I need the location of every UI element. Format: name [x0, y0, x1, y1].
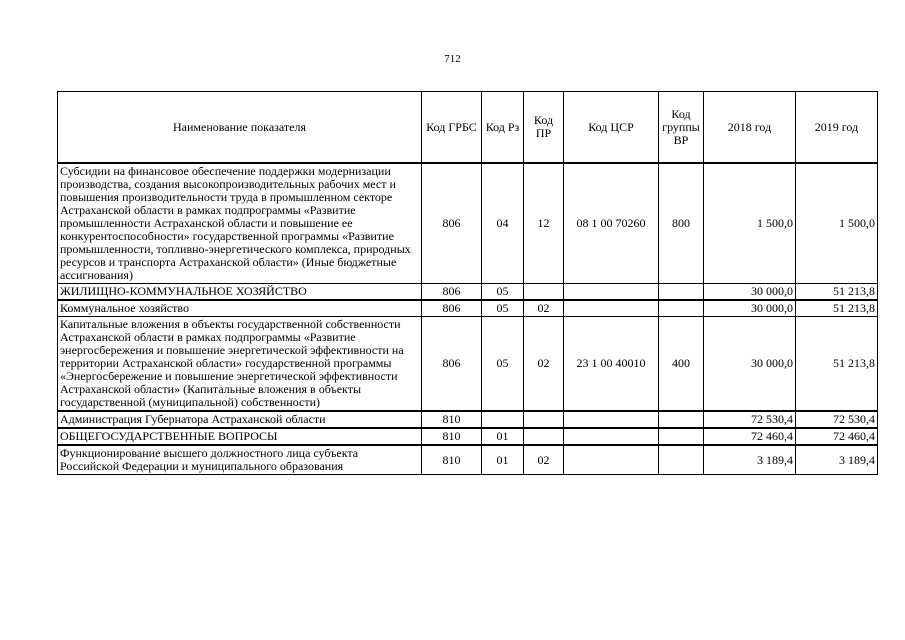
- row-2019: 51 213,8: [796, 284, 878, 301]
- row-csr: [564, 445, 659, 475]
- row-pr: 02: [524, 300, 564, 317]
- row-2018: 1 500,0: [704, 163, 796, 284]
- row-pr: 02: [524, 445, 564, 475]
- table-row: [58, 428, 878, 445]
- row-rz: 01: [482, 445, 524, 475]
- budget-table: [57, 91, 878, 475]
- row-2019: 1 500,0: [796, 163, 878, 284]
- row-pr: 12: [524, 163, 564, 284]
- row-vr: 400: [659, 317, 704, 412]
- table-row: [58, 445, 878, 475]
- row-vr: 800: [659, 163, 704, 284]
- row-grbs: 810: [422, 411, 482, 428]
- row-rz: 01: [482, 428, 524, 445]
- row-name: Коммунальное хозяйство: [58, 300, 422, 317]
- row-2018: 72 530,4: [704, 411, 796, 428]
- row-2019: 3 189,4: [796, 445, 878, 475]
- row-rz: 04: [482, 163, 524, 284]
- table-row: [58, 317, 878, 412]
- row-2019: 51 213,8: [796, 317, 878, 412]
- row-vr: [659, 300, 704, 317]
- row-vr: [659, 428, 704, 445]
- row-csr: 23 1 00 40010: [564, 317, 659, 412]
- row-name: Капитальные вложения в объекты государственной собственности Астраханской области в рамках подпрограммы «Развитие энергосбережения и повышение энергетической эффективности на территории Астраханской области» государственной программы «Энергосбережение и повышение энергетической эффективности Астраханской области» (Капитальные вложения в объекты государственной (муниципальной) собственности): [58, 317, 422, 412]
- row-vr: [659, 445, 704, 475]
- row-name: Функционирование высшего должностного лица субъекта Российской Федерации и муниципального образования: [58, 445, 422, 475]
- row-2019: 72 530,4: [796, 411, 878, 428]
- header-grbs: Код ГРБС: [422, 92, 482, 164]
- row-2019: 51 213,8: [796, 300, 878, 317]
- row-vr: [659, 411, 704, 428]
- row-grbs: 806: [422, 317, 482, 412]
- row-csr: [564, 428, 659, 445]
- header-pr: Код ПР: [524, 92, 564, 164]
- page-number: 712: [444, 53, 461, 65]
- header-name: Наименование показателя: [58, 92, 422, 164]
- header-rz: Код Рз: [482, 92, 524, 164]
- header-vr: Код группы ВР: [659, 92, 704, 164]
- row-2018: 30 000,0: [704, 317, 796, 412]
- row-2018: 72 460,4: [704, 428, 796, 445]
- row-pr: [524, 428, 564, 445]
- row-rz: [482, 411, 524, 428]
- header-csr: Код ЦСР: [564, 92, 659, 164]
- row-name: ЖИЛИЩНО-КОММУНАЛЬНОЕ ХОЗЯЙСТВО: [58, 284, 422, 301]
- row-grbs: 806: [422, 163, 482, 284]
- row-pr: [524, 284, 564, 301]
- row-rz: 05: [482, 300, 524, 317]
- row-rz: 05: [482, 284, 524, 301]
- row-grbs: 806: [422, 284, 482, 301]
- row-pr: 02: [524, 317, 564, 412]
- row-csr: [564, 300, 659, 317]
- table-row: [58, 300, 878, 317]
- row-rz: 05: [482, 317, 524, 412]
- table-row: [58, 411, 878, 428]
- table-row: [58, 284, 878, 301]
- row-name: Администрация Губернатора Астраханской области: [58, 411, 422, 428]
- row-2018: 30 000,0: [704, 300, 796, 317]
- row-csr: [564, 284, 659, 301]
- row-grbs: 810: [422, 428, 482, 445]
- header-2018: 2018 год: [704, 92, 796, 164]
- row-grbs: 810: [422, 445, 482, 475]
- row-2018: 3 189,4: [704, 445, 796, 475]
- table-header-row: [58, 92, 878, 164]
- table-row: [58, 163, 878, 284]
- header-2019: 2019 год: [796, 92, 878, 164]
- row-csr: [564, 411, 659, 428]
- row-name: ОБЩЕГОСУДАРСТВЕННЫЕ ВОПРОСЫ: [58, 428, 422, 445]
- row-name: Субсидии на финансовое обеспечение поддержки модернизации производства, создания высокопроизводительных рабочих мест и повышения производительности труда в промышленном секторе Астраханской области в рамках подпрограммы «Развитие промышленности Астраханской области и повышение ее конкурентоспособности» государственной программы «Развитие промышленности, топливно-энергетического комплекса, природных ресурсов и транспорта Астраханской области» (Иные бюджетные ассигнования): [58, 163, 422, 284]
- row-grbs: 806: [422, 300, 482, 317]
- row-2018: 30 000,0: [704, 284, 796, 301]
- row-2019: 72 460,4: [796, 428, 878, 445]
- row-vr: [659, 284, 704, 301]
- row-pr: [524, 411, 564, 428]
- row-csr: 08 1 00 70260: [564, 163, 659, 284]
